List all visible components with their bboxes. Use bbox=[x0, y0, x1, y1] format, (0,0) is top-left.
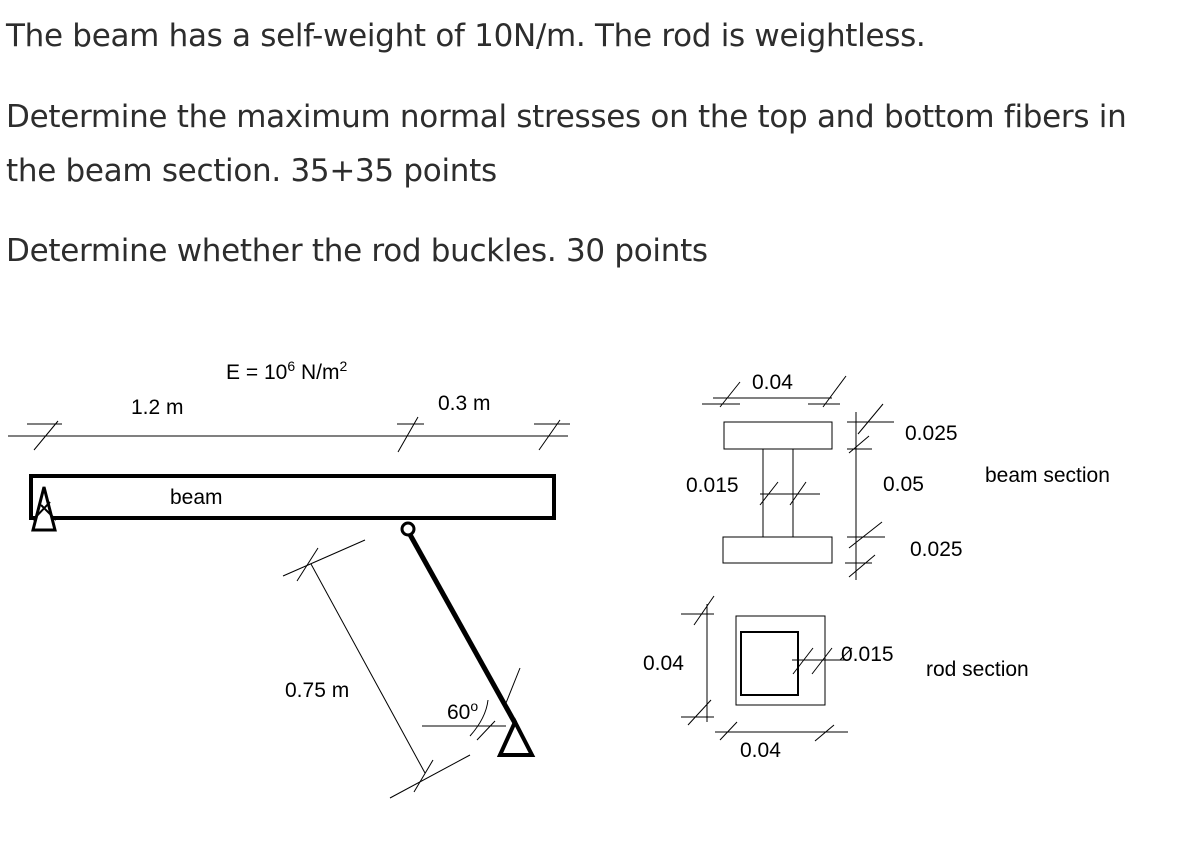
span-dimension-lines bbox=[8, 417, 570, 452]
rod-section-label: rod section bbox=[926, 658, 1029, 681]
rod-length-dimension bbox=[283, 540, 470, 798]
left-pin-support bbox=[33, 487, 56, 530]
question-stresses-line-2: the beam section. 35+35 points bbox=[6, 153, 497, 189]
beam-section-label: beam section bbox=[985, 464, 1110, 487]
inclined-rod bbox=[408, 531, 515, 723]
rod-length-label: 0.75 m bbox=[285, 679, 350, 702]
ibeam-width-label: 0.04 bbox=[752, 371, 793, 394]
rod-height-label: 0.04 bbox=[643, 652, 684, 675]
problem-question-buckling: Determine whether the rod buckles. 30 points bbox=[6, 233, 708, 269]
beam-label: beam bbox=[170, 486, 223, 509]
ibeam-web-height-label: 0.05 bbox=[883, 473, 924, 496]
ibeam-web-thickness-label: 0.015 bbox=[686, 474, 739, 497]
rod-top-hinge bbox=[402, 523, 414, 535]
span-left-label: 1.2 m bbox=[131, 396, 184, 419]
modulus-label: $E = 10^6$ $N/m^2$ bbox=[226, 358, 348, 384]
rod-width-label: 0.04 bbox=[740, 739, 781, 762]
ibeam-top-flange-label: 0.025 bbox=[905, 422, 958, 445]
ibeam-bottom-flange-label: 0.025 bbox=[910, 538, 963, 561]
diagram-labels bbox=[131, 358, 1110, 762]
rod-box-section bbox=[681, 596, 852, 741]
question-stresses-line-1: Determine the maximum normal stresses on the top and bottom fibers in bbox=[6, 99, 1127, 135]
span-right-label: 0.3 m bbox=[438, 392, 491, 415]
rod-angle-label: 60$^o$ bbox=[447, 698, 479, 724]
problem-statement-self-weight: The beam has a self-weight of 10N/m. The rod is weightless. bbox=[6, 18, 926, 54]
rod-bottom-pin-support bbox=[500, 722, 532, 755]
rod-wall-thickness-label: 0.015 bbox=[841, 643, 894, 666]
beam bbox=[31, 476, 554, 518]
